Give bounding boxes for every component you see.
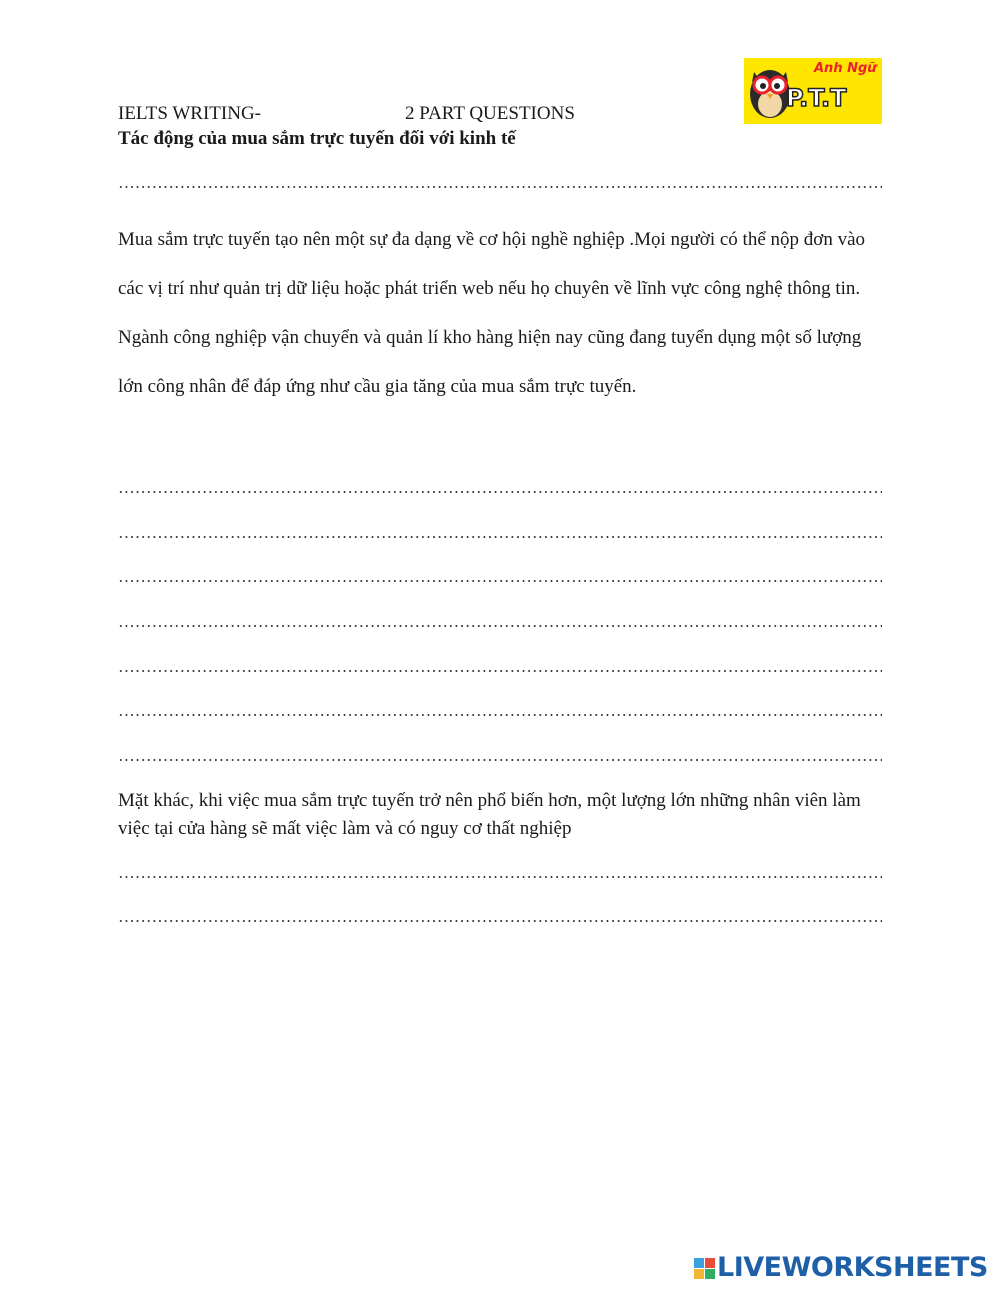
brand-text: LIVEWORKSHEETS (717, 1252, 988, 1283)
answer-line-2[interactable] (118, 491, 882, 493)
header-right: 2 PART QUESTIONS (405, 103, 575, 124)
logo-top-text: Anh Ngữ (814, 61, 877, 76)
paragraph-1: Mua sắm trực tuyến tạo nên một sự đa dạng về cơ hội nghề nghiệp .Mọi người có thể nộp đơn vào các vị trí như quản trị dữ liệu hoặc phát triển web nếu họ chuyên về lĩnh vực công nghệ thông tin. Ngành công nghiệp vận chuyển và quản lí kho hàng hiện nay cũng đang tuyển dụng một số lượng lớn công nhân để đáp ứng như cầu gia tăng của mua sắm trực tuyến. (118, 229, 866, 397)
paragraph-2: Mặt khác, khi việc mua sắm trực tuyến trở nên phổ biến hơn, một lượng lớn những nhân viên làm việc tại cửa hàng sẽ mất việc làm và có nguy cơ thất nghiệp (118, 790, 861, 839)
answer-line-1[interactable] (118, 186, 882, 188)
answer-line-6[interactable] (118, 670, 882, 672)
answer-line-5[interactable] (118, 625, 882, 627)
answer-line-4[interactable] (118, 580, 882, 582)
anh-ngu-ptt-logo (744, 58, 882, 124)
answer-line-8[interactable] (118, 759, 882, 761)
logo-bottom-text: P.T.T (786, 84, 847, 112)
answer-line-10[interactable] (118, 920, 882, 922)
answer-line-7[interactable] (118, 714, 882, 716)
header-left: IELTS WRITING- (118, 103, 262, 124)
liveworksheets-logo-icon (693, 1257, 717, 1281)
answer-line-9[interactable] (118, 876, 882, 878)
page-subtitle: Tác động của mua sắm trực tuyến đối với kinh tế (118, 128, 516, 149)
answer-line-3[interactable] (118, 536, 882, 538)
